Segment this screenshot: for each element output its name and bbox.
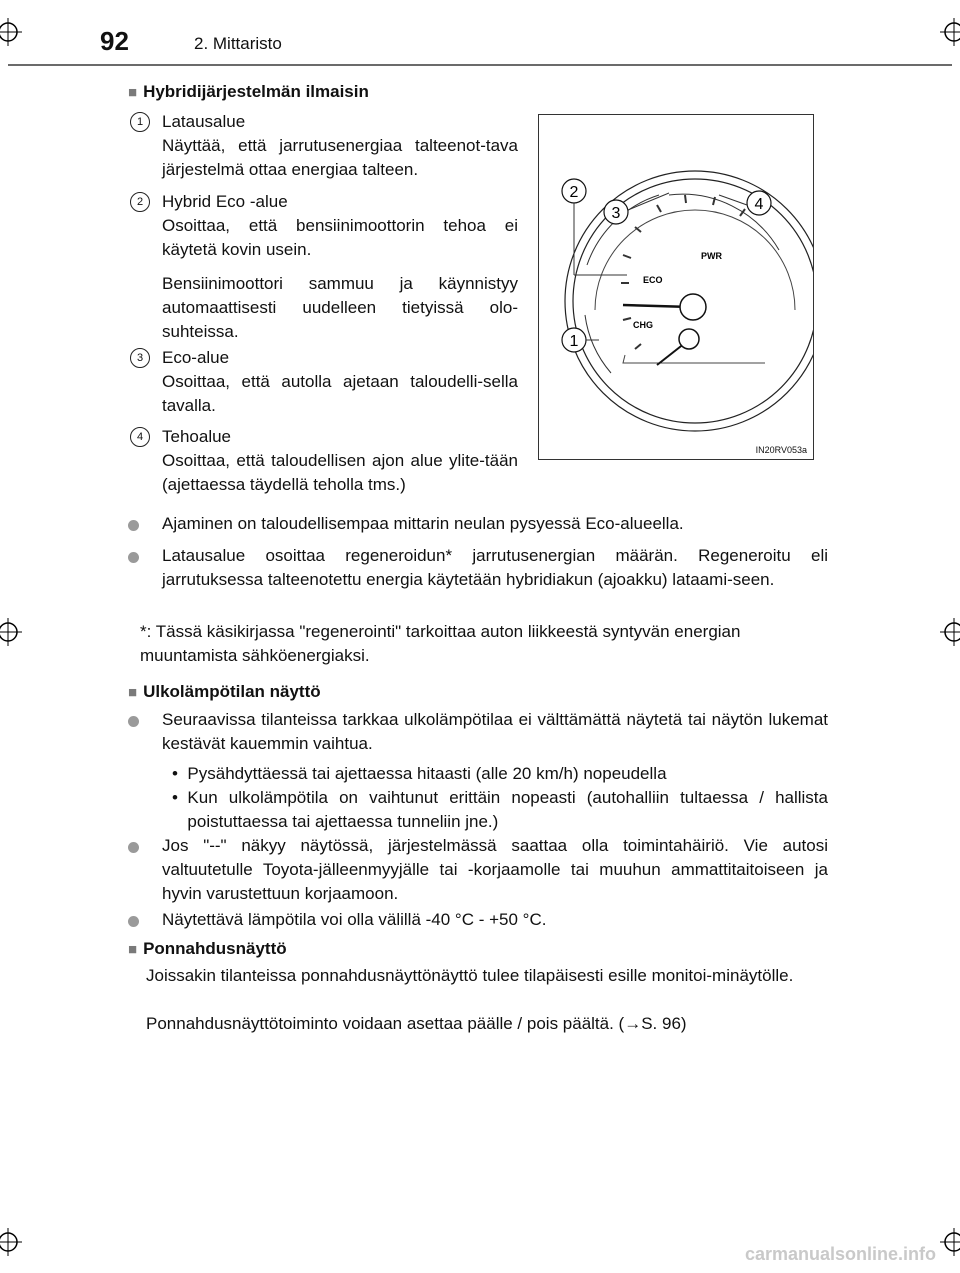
registration-mark-icon	[0, 1228, 22, 1256]
outside-temp-heading: ■ Ulkolämpötilan näyttö	[128, 682, 321, 701]
square-bullet-icon: ■	[128, 941, 138, 958]
item-1: Latausalue Näyttää, että jarrutusenergiaa talteenot-tava järjestelmä ottaa energiaa talteen.	[162, 112, 518, 179]
outside-temp-bullet-3: Näytettävä lämpötila voi olla välillä -40 °C - +50 °C.	[162, 910, 547, 929]
square-bullet-icon: ■	[128, 84, 138, 101]
item-4: Tehoalue Osoittaa, että taloudellisen ajon alue ylite-tään (ajettaessa täydellä teholla tms.)	[162, 427, 518, 494]
footer-watermark: carmanualsonline.info	[744, 1244, 936, 1264]
item-2: Hybrid Eco -alue Osoittaa, että bensiinimoottorin tehoa ei käytetä kovin usein. Bensiinimoottori sammuu ja käynnistyy automaattisesti uudelleen tietyissä olo-suhteissa.	[162, 192, 518, 341]
registration-mark-icon	[0, 618, 22, 646]
bullet-dot-icon	[128, 842, 139, 853]
popup-text-1: Joissakin tilanteissa ponnahdusnäyttönäyttö tulee tilapäisesti esille monitoi-minäytölle.	[146, 966, 794, 985]
figure-callout-4: 4	[754, 196, 764, 213]
hybrid-gauge-illustration	[539, 115, 813, 459]
gauge-label-chg: CHG	[633, 320, 653, 330]
bullet-dot-icon	[128, 520, 139, 531]
gauge-label-eco: ECO	[643, 275, 663, 285]
figure-id: IN20RV053a	[755, 445, 807, 455]
callout-4-icon: 4	[130, 427, 150, 447]
registration-mark-icon	[940, 618, 960, 646]
sub-bullet-icon: •	[172, 764, 188, 783]
square-bullet-icon: ■	[128, 684, 138, 701]
outside-temp-bullet-1: Seuraavissa tilanteissa tarkkaa ulkolämpötilaa ei välttämättä näytetä tai näytön lukemat kestävät kauemmin vaihtua.	[162, 710, 828, 753]
header-rule	[8, 64, 952, 66]
hybrid-bullet-2: Latausalue osoittaa regeneroidun* jarrutusenergian määrän. Regeneroitu eli jarrutuksessa talteenotettu energia käytetään hybridiakun (ajoakku) lataami-seen.	[162, 546, 828, 589]
outside-temp-bullet-2: Jos "--" näkyy näytössä, järjestelmässä saattaa olla toimintahäiriö. Vie autosi valtuutetulle Toyota-jälleenmyyjälle tai -korjaamolle tai muuhun ammattitaitoiseen ja hyvin varustettuun korjaamoon.	[162, 836, 828, 903]
registration-mark-icon	[940, 18, 960, 46]
figure-callout-2: 2	[569, 184, 579, 201]
callout-2-icon: 2	[130, 192, 150, 212]
bullet-dot-icon	[128, 916, 139, 927]
registration-mark-icon	[940, 1228, 960, 1256]
bullet-dot-icon	[128, 716, 139, 727]
sub-bullet-icon: •	[172, 788, 188, 807]
bullet-dot-icon	[128, 552, 139, 563]
item-3: Eco-alue Osoittaa, että autolla ajetaan taloudelli-sella tavalla.	[162, 348, 518, 415]
hybrid-bullet-1: Ajaminen on taloudellisempaa mittarin neulan pysyessä Eco-alueella.	[162, 514, 684, 533]
outside-temp-subitem-1: • Pysähdyttäessä tai ajettaessa hitaasti (alle 20 km/h) nopeudella	[172, 764, 667, 783]
figure-callout-1: 1	[569, 333, 579, 350]
hybrid-section-heading: ■ Hybridijärjestelmän ilmaisin	[128, 82, 369, 101]
hybrid-indicator-figure	[538, 114, 814, 460]
figure-callout-3: 3	[611, 205, 621, 222]
registration-mark-icon	[0, 18, 22, 46]
popup-text-2: Ponnahdusnäyttötoiminto voidaan asettaa päälle / pois päältä. (→S. 96)	[146, 1014, 687, 1033]
callout-1-icon: 1	[130, 112, 150, 132]
footnote: *: Tässä käsikirjassa "regenerointi" tarkoittaa auton liikkeestä syntyvän energian muuntamista sähköenergiaksi.	[140, 622, 741, 665]
page-number: 92	[100, 26, 129, 56]
popup-heading: ■ Ponnahdusnäyttö	[128, 939, 287, 958]
outside-temp-subitem-2: • Kun ulkolämpötila on vaihtunut erittäin nopeasti (autohalliin tultaessa / hallista poistuttaessa tai ajettaessa tunneliin jne.)	[172, 786, 828, 834]
chapter-title: 2. Mittaristo	[194, 34, 282, 53]
gauge-label-pwr: PWR	[701, 251, 722, 261]
callout-3-icon: 3	[130, 348, 150, 368]
